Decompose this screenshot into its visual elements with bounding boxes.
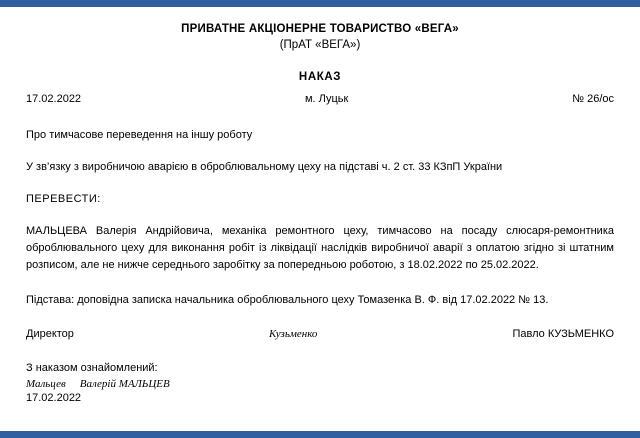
document-preamble: У зв’язку з виробничою аварією в оброблювальному цеху на підставі ч. 2 ст. 33 КЗпП України bbox=[26, 161, 503, 173]
acknowledgement-signature-row bbox=[26, 378, 614, 390]
document-basis: Підстава: доповідна записка начальника оброблювального цеху Томазенка В. Ф. від 17.02.2022 № 13. bbox=[26, 294, 549, 306]
signature-scrawl: Кузьменко bbox=[268, 328, 318, 340]
document-subject: Про тимчасове переведення на іншу роботу bbox=[26, 129, 253, 141]
bottom-accent-bar bbox=[0, 431, 640, 438]
document-content bbox=[0, 7, 640, 431]
acknowledgement-name: Валерій МАЛЬЦЕВ bbox=[79, 378, 170, 390]
signer-title: Директор bbox=[26, 328, 74, 340]
signature-block bbox=[26, 328, 614, 340]
document-command-word: ПЕРЕВЕСТИ: bbox=[26, 193, 101, 205]
document-meta-row bbox=[26, 93, 614, 105]
organization-short-name: (ПрАТ «ВЕГА») bbox=[279, 39, 361, 51]
document-body-paragraph: МАЛЬЦЕВА Валерія Андрійовича, механіка ремонтного цеху, тимчасово на посаду слюсаря-ремонтника оброблювального цеху для виконання робіт із ліквідації наслідків виробничої аварії з оплатою згідно зі штатним розписом, але не нижче середнього заробітку за попередньою роботою, з 18.02.2022 по 25.02.2022. bbox=[26, 225, 614, 271]
document-title: НАКАЗ bbox=[298, 71, 342, 83]
document-date: 17.02.2022 bbox=[26, 93, 82, 105]
acknowledgement-scrawl: Мальцев bbox=[26, 378, 66, 390]
document-place: м. Луцьк bbox=[304, 93, 349, 105]
organization-name: ПРИВАТНЕ АКЦІОНЕРНЕ ТОВАРИСТВО «ВЕГА» bbox=[181, 23, 459, 35]
document-number: № 26/ос bbox=[572, 93, 614, 105]
signer-name: Павло КУЗЬМЕНКО bbox=[512, 328, 614, 340]
acknowledgement-heading: З наказом ознайомлений: bbox=[26, 362, 158, 374]
top-accent-bar bbox=[0, 0, 640, 7]
acknowledgement-date: 17.02.2022 bbox=[26, 392, 82, 404]
